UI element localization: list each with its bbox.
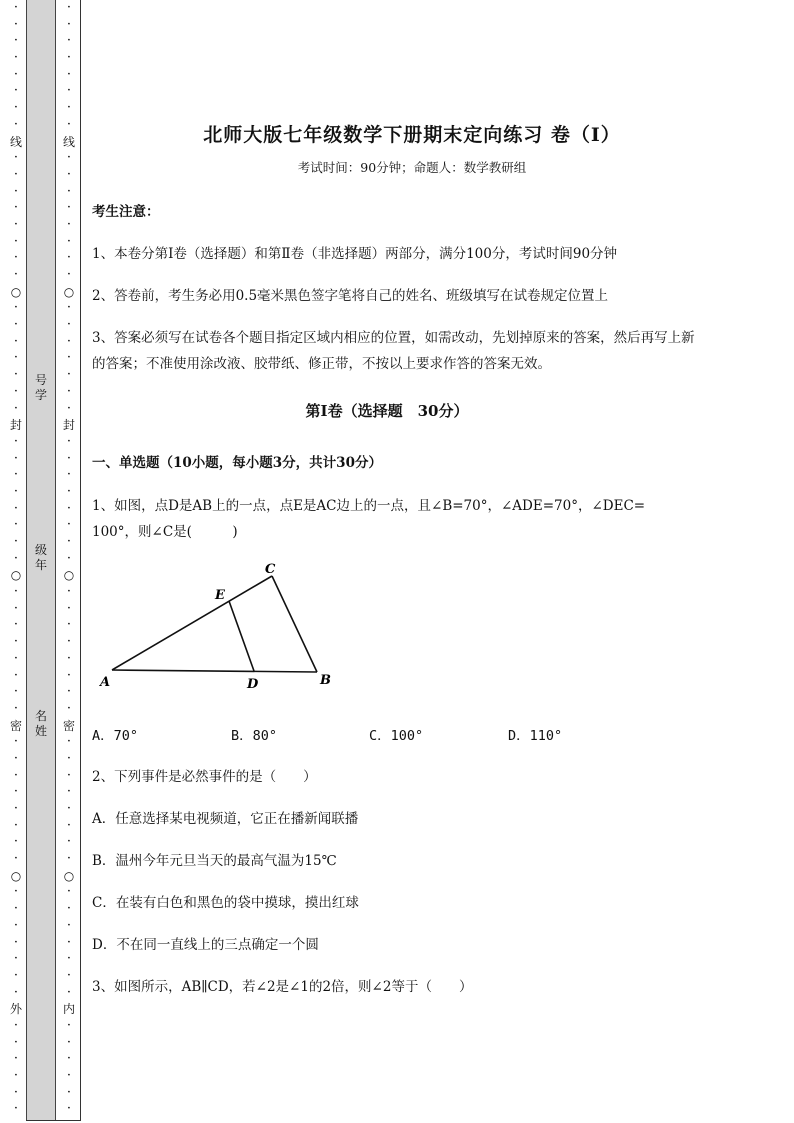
seal-dot: · (13, 734, 19, 750)
notice-heading: 考生注意： (92, 204, 160, 220)
seal-dot: · (66, 734, 72, 750)
seal-dot: · (13, 1068, 19, 1083)
seal-dot: · (66, 250, 72, 266)
question-3-stem: 3、如图所示，AB∥CD，若∠2是∠1的2倍，则∠2等于（ ） (92, 979, 473, 995)
part-heading: 一、单选题（10小题，每小题3分，共计30分） (92, 455, 382, 471)
question-1-stem: 1、如图，点D是AB上的一点，点E是AC边上的一点，且∠B=70°，∠ADE=70°，∠DEC= (92, 498, 646, 514)
seal-dot: · (66, 200, 72, 216)
seal-dot: · (66, 767, 72, 783)
seal-dot: · (66, 517, 72, 533)
seal-dot: · (13, 767, 19, 783)
seal-dot: · (13, 1034, 19, 1050)
binding-divider (80, 0, 81, 1120)
seal-dot: · (66, 650, 72, 666)
seal-dot: · (13, 1084, 19, 1100)
seal-label-mi: 密 (62, 718, 75, 733)
seal-dot: · (66, 1101, 72, 1117)
seal-circle: ○ (10, 868, 22, 883)
seal-dot: · (13, 317, 19, 333)
seal-dot: · (66, 851, 72, 867)
seal-label-xian: 线 (62, 134, 75, 149)
seal-dot: · (13, 834, 19, 850)
seal-dot: · (66, 33, 72, 49)
seal-dot: · (13, 1017, 19, 1033)
grade-field-label: 级 年 (34, 543, 47, 572)
q2-option-b: B．温州今年元旦当天的最高气温为15℃ (92, 853, 337, 869)
seal-dot: · (13, 951, 19, 967)
seal-dot: · (66, 150, 72, 166)
seal-dot: · (66, 967, 72, 983)
seal-dot: · (13, 100, 19, 116)
seal-dot: · (66, 600, 72, 616)
seal-dot: · (13, 967, 19, 983)
exam-info: 考试时间：90分钟；命题人：数学教研组 (297, 160, 527, 175)
seal-dot: · (66, 534, 72, 549)
seal-dot: · (66, 917, 72, 933)
seal-dot: · (66, 216, 72, 232)
seal-dot: · (13, 600, 19, 616)
name-field-label: 名 姓 (34, 709, 47, 738)
seal-dot: · (13, 450, 19, 466)
seal-dot: · (66, 66, 72, 82)
seal-dot: · (13, 150, 19, 166)
notice-item-1: 1、本卷分第I卷（选择题）和第Ⅱ卷（非选择题）两部分，满分100分，考试时间90分钟 (92, 246, 618, 262)
seal-dot: · (13, 233, 19, 249)
seal-dot: · (66, 951, 72, 967)
seal-dot: · (66, 801, 72, 816)
seal-dot: · (13, 200, 19, 216)
seal-dot: · (13, 1101, 19, 1117)
label-e: E (215, 588, 225, 603)
seal-dot: · (13, 817, 19, 833)
seal-dot: · (13, 433, 19, 449)
seal-dot: · (66, 166, 72, 182)
seal-dot: · (66, 684, 72, 700)
q1-option-b: B．80° (231, 728, 278, 744)
seal-dot: · (66, 634, 72, 650)
label-c: C (265, 562, 276, 577)
q2-option-d: D．不在同一直线上的三点确定一个圆 (92, 937, 319, 953)
segment-ed (229, 601, 254, 671)
seal-dot: · (13, 851, 19, 867)
seal-circle: ○ (63, 868, 75, 883)
seal-dot: · (13, 0, 19, 15)
seal-dot: · (66, 16, 72, 32)
seal-dot: · (13, 333, 19, 349)
seal-dot: · (13, 700, 19, 716)
outer-dotted-seal-line (9, 0, 23, 1123)
seal-dot: · (66, 1034, 72, 1050)
seal-dot: · (13, 183, 19, 199)
seal-dot: · (66, 700, 72, 716)
seal-dot: · (66, 350, 72, 366)
seal-dot: · (13, 367, 19, 383)
seal-circle: ○ (63, 568, 75, 583)
seal-dot: · (66, 934, 72, 950)
question-1-stem-cont: 100°，则∠C是( ) (92, 524, 238, 540)
seal-dot: · (66, 817, 72, 833)
notice-item-3-cont: 的答案；不准使用涂改液、胶带纸、修正带，不按以上要求作答的答案无效。 (92, 356, 551, 372)
segment-ab (112, 670, 317, 672)
notice-item-2: 2、答卷前，考生务必用0.5毫米黑色签字笔将自己的姓名、班级填写在试卷规定位置上 (92, 288, 609, 304)
seal-dot: · (66, 1017, 72, 1033)
seal-dot: · (13, 667, 19, 683)
seal-dot: · (66, 183, 72, 199)
seal-dot: · (66, 750, 72, 766)
seal-dot: · (66, 83, 72, 99)
seal-dot: · (13, 250, 19, 266)
seal-dot: · (13, 784, 19, 800)
seal-dot: · (66, 984, 72, 1000)
seal-dot: · (66, 617, 72, 633)
seal-dot: · (66, 584, 72, 600)
seal-dot: · (13, 750, 19, 766)
seal-dot: · (13, 33, 19, 49)
seal-dot: · (13, 350, 19, 366)
student-id-field-label: 号 学 (34, 373, 47, 402)
q1-option-d: D．110° (508, 728, 563, 744)
q2-option-c: C．在装有白色和黑色的袋中摸球，摸出红球 (92, 895, 359, 911)
label-a: A (100, 675, 111, 690)
seal-label-xian: 线 (9, 134, 22, 149)
seal-dot: · (66, 884, 72, 900)
seal-label-wai: 外 (9, 1002, 22, 1017)
seal-dot: · (13, 650, 19, 666)
seal-dot: · (66, 383, 72, 399)
seal-dot: · (66, 317, 72, 333)
seal-dot: · (13, 550, 19, 566)
seal-dot: · (13, 66, 19, 82)
seal-dot: · (13, 984, 19, 1000)
seal-dot: · (13, 934, 19, 950)
seal-dot: · (13, 383, 19, 399)
seal-dot: · (13, 400, 19, 416)
notice-item-3: 3、答案必须写在试卷各个题目指定区域内相应的位置，如需改动，先划掉原来的答案，然后再写上新 (92, 330, 695, 346)
seal-dot: · (66, 100, 72, 116)
seal-dot: · (13, 534, 19, 549)
seal-dot: · (66, 300, 72, 316)
seal-dot: · (66, 267, 72, 282)
q2-option-a: A．任意选择某电视频道，它正在播新闻联播 (92, 811, 359, 827)
seal-label-feng: 封 (62, 418, 75, 433)
seal-dot: · (66, 901, 72, 917)
seal-circle: ○ (10, 284, 22, 299)
seal-dot: · (13, 16, 19, 32)
question-2-stem: 2、下列事件是必然事件的是（ ） (92, 769, 317, 785)
seal-dot: · (66, 450, 72, 466)
seal-dot: · (13, 50, 19, 66)
seal-dot: · (13, 584, 19, 600)
segment-cb (272, 576, 317, 672)
seal-dot: · (66, 467, 72, 483)
seal-circle: ○ (63, 284, 75, 299)
seal-dot: · (66, 433, 72, 449)
seal-dot: · (13, 684, 19, 700)
label-d: D (247, 677, 259, 692)
page-title: 北师大版七年级数学下册期末定向练习 卷（Ⅰ） (203, 124, 621, 146)
seal-label-feng: 封 (9, 418, 22, 433)
seal-dot: · (13, 901, 19, 917)
seal-dot: · (13, 166, 19, 182)
seal-dot: · (66, 233, 72, 249)
seal-dot: · (13, 83, 19, 99)
seal-dot: · (66, 333, 72, 349)
inner-dotted-seal-line (62, 0, 76, 1123)
seal-dot: · (66, 0, 72, 15)
seal-dot: · (66, 1068, 72, 1083)
seal-dot: · (13, 300, 19, 316)
seal-dot: · (66, 367, 72, 383)
seal-dot: · (13, 617, 19, 633)
section-title: 第I卷（选择题 30分） (305, 402, 469, 420)
seal-dot: · (66, 1051, 72, 1067)
seal-dot: · (13, 483, 19, 499)
seal-dot: · (66, 500, 72, 516)
seal-dot: · (13, 884, 19, 900)
seal-label-mi: 密 (9, 718, 22, 733)
seal-dot: · (13, 1051, 19, 1067)
seal-dot: · (13, 517, 19, 533)
seal-dot: · (66, 50, 72, 66)
seal-dot: · (13, 467, 19, 483)
triangle-figure (96, 558, 346, 698)
seal-dot: · (66, 116, 72, 132)
seal-label-nei: 内 (62, 1002, 75, 1017)
seal-dot: · (66, 784, 72, 800)
q1-option-a: A．70° (92, 728, 139, 744)
seal-dot: · (13, 917, 19, 933)
seal-dot: · (66, 483, 72, 499)
seal-dot: · (66, 667, 72, 683)
binding-margin (0, 0, 82, 1123)
seal-dot: · (13, 116, 19, 132)
seal-circle: ○ (10, 568, 22, 583)
seal-dot: · (66, 550, 72, 566)
seal-dot: · (66, 1084, 72, 1100)
q1-option-c: C．100° (369, 728, 424, 744)
seal-dot: · (13, 801, 19, 816)
seal-dot: · (13, 634, 19, 650)
label-b: B (320, 673, 331, 688)
seal-dot: · (13, 500, 19, 516)
seal-dot: · (66, 400, 72, 416)
seal-dot: · (13, 216, 19, 232)
seal-dot: · (13, 267, 19, 282)
seal-dot: · (66, 834, 72, 850)
